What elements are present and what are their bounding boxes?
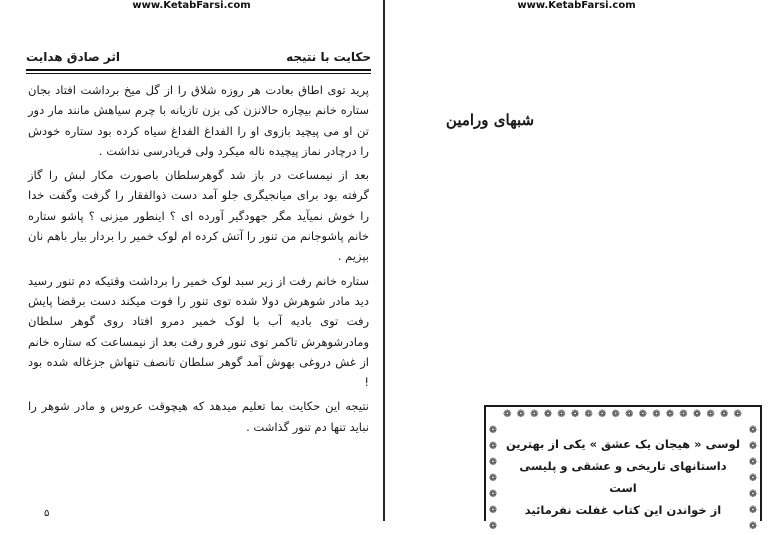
story-body — [28, 80, 369, 437]
page-number: ۵ — [44, 508, 50, 519]
promo-line-2: داستانهای تاریخی و عشقی و پلیسی است — [519, 459, 727, 495]
paragraph-1: پرید توی اطاق بعادت هر روزه شلاق را از گل میخ برداشت افتاد بجان ستاره خانم بیچاره حالانزن کی بزن تازیانه با چرم سیاهش مانند مار دور تن او می پیچید بازوی او را الفداغ الفداغ سیاه کرده بود ستاره خودش را درچادر نماز پیچیده ناله میکرد ولی فریادرسی نداشت . — [28, 83, 369, 158]
ornament-border-right: ❁❁❁❁❁❁❁ — [748, 425, 758, 532]
promo-text — [504, 433, 742, 521]
author-credit: اثر صادق هدایت — [26, 50, 121, 64]
left-page — [0, 0, 383, 521]
paragraph-4: نتیجه این حکایت بما تعلیم میدهد که هیچوقت عروس و مادر شوهر را نباید تنها دم تنور گذاشت . — [28, 399, 369, 434]
site-url-left[interactable]: www.KetabFarsi.com — [132, 0, 251, 11]
book-title: شبهای ورامین — [445, 111, 535, 129]
promo-box — [484, 405, 762, 532]
paragraph-2: بعد از نیمساعت در باز شد گوهرسلطان باصورت مکار لبش را گاز گرفته بود برای میانجیگری جلو آمد دست ذوالفقار را گرفت وگفت خدا را خوش نمیآید مگر جهودگیر آورده ای ؟ اینطور میزنی ؟ پاشو ستاره خانم پاشوجانم من تنور را آتش کرده ام لوک خمیر را بردار بیار باهم نان بپزیم . — [28, 168, 369, 264]
header-rule-thin — [26, 73, 371, 74]
ornament-border-top: ❁ ❁ ❁ ❁ ❁ ❁ ❁ ❁ ❁ ❁ ❁ ❁ ❁ ❁ ❁ ❁ ❁ ❁ — [503, 409, 743, 420]
promo-line-1: لوسی « هیجان یک عشق » یکی از بهترین — [505, 437, 741, 451]
ornament-border-left: ❁❁❁❁❁❁❁ — [488, 425, 498, 532]
running-head — [26, 48, 371, 68]
header-rule-thick — [26, 69, 371, 71]
story-title: حکایت با نتیجه — [286, 50, 371, 64]
site-url-right[interactable]: www.KetabFarsi.com — [517, 0, 636, 11]
promo-line-3: از خواندن این کتاب غفلت نفرمائید — [524, 503, 722, 517]
paragraph-3: ستاره خانم رفت از زیر سبد لوک خمیر را برداشت وقتیکه دم تنور رسید دید مادر شوهرش دولا شده توی تنور را فوت میکند دست برقضا پایش رفت توی بادیه آب با لوک خمیر دمرو افتاد روی گوهر سلطان ومادرشوهرش تاکمر توی تنور فرو رفت بعد از نیمساعت که ستاره خانم از غش دروغی بهوش آمد گوهر سلطان تانصف تنهاش جزغاله شده بود ! — [28, 273, 369, 390]
